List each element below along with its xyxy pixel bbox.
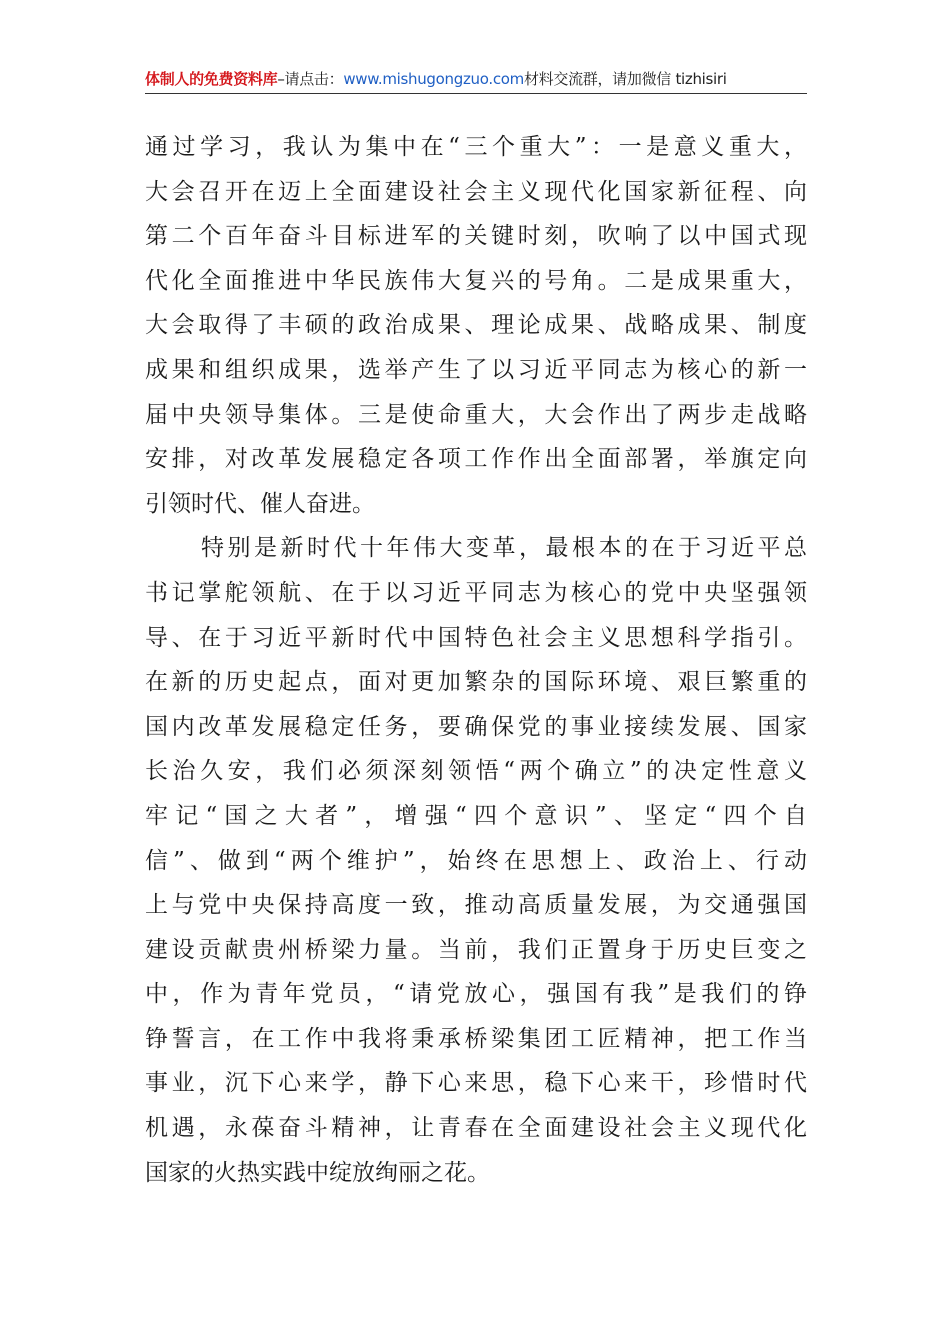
text-line: 牢记“国之大者”，增强“四个意识”、坚定“四个自 xyxy=(145,802,807,829)
document-body xyxy=(145,125,807,1195)
text-line: 机遇，永葆奋斗精神，让青春在全面建设社会主义现代化 xyxy=(145,1115,807,1142)
text-line: 成果和组织成果，选举产生了以习近平同志为核心的新一 xyxy=(145,356,807,383)
text-line: 长治久安，我们必须深刻领悟“两个确立”的决定性意义 xyxy=(145,758,807,785)
text-line: 铮誓言，在工作中我将秉承桥梁集团工匠精神，把工作当 xyxy=(145,1025,807,1052)
text-line: 大会召开在迈上全面建设社会主义现代化国家新征程、向 xyxy=(145,178,807,205)
text-line: 在新的历史起点，面对更加繁杂的国际环境、艰巨繁重的 xyxy=(145,669,807,696)
text-line: 事业，沉下心来学，静下心来思，稳下心来干，珍惜时代 xyxy=(145,1070,807,1097)
text-line: 第二个百年奋斗目标进军的关键时刻，吹响了以中国式现 xyxy=(145,223,807,250)
header-note: 材料交流群，请加微信 tizhisiri xyxy=(523,70,727,88)
text-line: 届中央领导集体。三是使命重大，大会作出了两步走战略 xyxy=(145,401,807,428)
text-line: 信”、做到“两个维护”，始终在思想上、政治上、行动 xyxy=(145,847,807,874)
text-line: 国内改革发展稳定任务，要确保党的事业接续发展、国家 xyxy=(145,713,807,740)
header-brand: 体制人的免费资料库 xyxy=(145,70,278,88)
text-line: 国家的火热实践中绽放绚丽之花。 xyxy=(145,1159,490,1186)
text-line: 导、在于习近平新时代中国特色社会主义思想科学指引。 xyxy=(145,624,807,651)
text-line: 建设贡献贵州桥梁力量。当前，我们正置身于历史巨变之 xyxy=(145,936,807,963)
header-url-link[interactable]: www.mishugongzuo.com xyxy=(343,70,524,88)
text-line: 上与党中央保持高度一致，推动高质量发展，为交通强国 xyxy=(145,892,807,919)
text-line: 中，作为青年党员，“请党放心，强国有我”是我们的铮 xyxy=(145,981,807,1008)
text-line: 书记掌舵领航、在于以习近平同志为核心的党中央坚强领 xyxy=(145,579,807,606)
paragraph xyxy=(145,526,807,1195)
paragraph xyxy=(145,125,807,526)
page-header xyxy=(145,66,807,92)
text-line: 安排，对改革发展稳定各项工作作出全面部署，举旗定向 xyxy=(145,446,807,473)
text-line: 通过学习，我认为集中在“三个重大”：一是意义重大， xyxy=(145,134,807,160)
text-line: 特别是新时代十年伟大变革，最根本的在于习近平总 xyxy=(201,535,807,562)
text-line: 大会取得了丰硕的政治成果、理论成果、战略成果、制度 xyxy=(145,312,807,339)
text-line: 引领时代、催人奋进。 xyxy=(145,490,375,517)
header-prompt: –请点击： xyxy=(277,70,344,88)
header-divider xyxy=(145,93,807,94)
text-line: 代化全面推进中华民族伟大复兴的号角。二是成果重大， xyxy=(145,267,807,294)
